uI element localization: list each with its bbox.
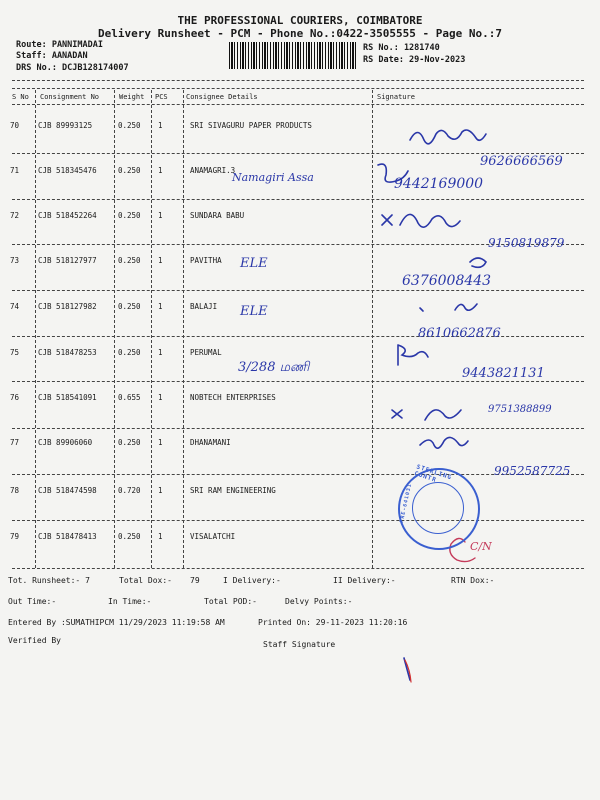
stamp-code: PRE-641031: [398, 482, 414, 524]
signature-stroke: [382, 214, 460, 227]
total-dox-count: 79: [190, 576, 200, 585]
rs-date: RS Date: 29-Nov-2023: [363, 55, 466, 65]
row-pcs: 1: [158, 302, 163, 311]
staff-label: Staff: AANADAN: [16, 51, 88, 61]
row-weight: 0.720: [118, 486, 141, 495]
row-pcs: 1: [158, 211, 163, 220]
handwriting-phone: 9442169000: [394, 176, 484, 192]
signature-stroke: [470, 258, 486, 267]
row-sno: 78: [10, 486, 20, 495]
row-weight: 0.250: [118, 256, 141, 265]
row-sno: 77: [10, 438, 20, 447]
row-weight: 0.250: [118, 211, 141, 220]
col-sno: S No: [12, 93, 29, 101]
row-sno: 71: [10, 166, 20, 175]
row-consignee: SRI RAM ENGINEERING: [190, 486, 276, 495]
row-pcs: 1: [158, 166, 163, 175]
col-consignment: Consignment No: [40, 93, 100, 101]
handwriting-phone: 9150819879: [488, 236, 565, 250]
col-weight: Weight: [119, 93, 145, 101]
handwriting-name: Namagiri Assa: [232, 171, 314, 184]
row-sno: 79: [10, 532, 20, 541]
row-consignee: SUNDARA BABU: [190, 211, 245, 220]
col-signature: Signature: [377, 93, 415, 101]
signature-stroke: [410, 130, 486, 144]
row-sno: 75: [10, 348, 20, 357]
row-weight: 0.250: [118, 121, 141, 130]
row-pcs: 1: [158, 393, 163, 402]
out-time: Out Time:-: [8, 597, 57, 606]
i-delivery: I Delivery:-: [223, 576, 281, 585]
row-consignee: VISALATCHI: [190, 532, 236, 541]
handwriting-note: C/N: [470, 540, 492, 553]
handwriting-phone: 9952587725: [494, 464, 571, 478]
row-consignment: CJB 518345476: [38, 166, 97, 175]
company-title: THE PROFESSIONAL COURIERS, COIMBATORE: [177, 14, 423, 27]
row-consignee: DHANAMANI: [190, 438, 231, 447]
row-consignee: NOBTECH ENTERPRISES: [190, 393, 276, 402]
signature-stroke: [398, 345, 428, 365]
row-consignee: PAVITHA: [190, 256, 222, 265]
row-sno: 72: [10, 211, 20, 220]
staff-signature: Staff Signature: [263, 640, 336, 649]
row-consignment: CJB 89993125: [38, 121, 93, 130]
col-consignee: Consignee Details: [186, 93, 258, 101]
row-consignment: CJB 518478413: [38, 532, 97, 541]
company-stamp: [398, 463, 480, 550]
printed-on: Printed On: 29-11-2023 11:20:16: [258, 618, 408, 627]
row-sno: 74: [10, 302, 20, 311]
row-consignee: SRI SIVAGURU PAPER PRODUCTS: [190, 121, 312, 130]
handwriting-phone: 8610662876: [418, 326, 501, 341]
handwriting-phone: 9751388899: [488, 404, 552, 415]
row-consignee: ANAMAGRI.3: [190, 166, 236, 175]
row-consignment: CJB 518127982: [38, 302, 97, 311]
verified-by: Verified By: [8, 636, 61, 645]
row-pcs: 1: [158, 348, 163, 357]
tot-runsheet: Tot. Runsheet:- 7: [8, 576, 90, 585]
runsheet-subtitle: Delivery Runsheet - PCM - Phone No.:0422-3505555 - Page No.:7: [98, 27, 502, 40]
row-sno: 76: [10, 393, 20, 402]
row-weight: 0.250: [118, 302, 141, 311]
route-label: Route: PANNIMADAI: [16, 40, 103, 50]
row-weight: 0.250: [118, 166, 141, 175]
rtn-dox: RTN Dox:-: [451, 576, 495, 585]
stamp-text: STERLING CONTR: [413, 463, 453, 484]
signature-stroke: [392, 410, 461, 420]
handwriting-phone: 6376008443: [402, 273, 492, 289]
handwriting-phone: 9443821131: [462, 366, 545, 381]
total-pod: Total POD:-: [204, 597, 257, 606]
row-sno: 70: [10, 121, 20, 130]
row-pcs: 1: [158, 256, 163, 265]
signature-stroke: [420, 437, 468, 448]
delvy-points: Delvy Points:-: [285, 597, 353, 606]
row-consignment: CJB 89906060: [38, 438, 93, 447]
handwriting-address: 3/288 மணி: [238, 360, 310, 375]
row-pcs: 1: [158, 121, 163, 130]
row-pcs: 1: [158, 532, 163, 541]
row-weight: 0.250: [118, 532, 141, 541]
row-consignee: BALAJI: [190, 302, 218, 311]
row-sno: 73: [10, 256, 20, 265]
total-dox-label: Total Dox:-: [119, 576, 172, 585]
entered-by: Entered By :SUMATHIPCM 11/29/2023 11:19:58 AM: [8, 618, 225, 627]
handwriting-phone: 9626666569: [480, 154, 563, 169]
signature-stroke: [420, 304, 477, 311]
ii-delivery: II Delivery:-: [333, 576, 396, 585]
drs-number: DRS No.: DCJB128174007: [16, 63, 129, 73]
row-weight: 0.250: [118, 438, 141, 447]
row-consignment: CJB 518478253: [38, 348, 97, 357]
row-consignee: PERUMAL: [190, 348, 222, 357]
row-consignment: CJB 518541091: [38, 393, 97, 402]
col-pcs: PCS: [155, 93, 168, 101]
row-pcs: 1: [158, 438, 163, 447]
row-weight: 0.655: [118, 393, 141, 402]
in-time: In Time:-: [108, 597, 152, 606]
handwriting-note: ELE: [240, 304, 268, 319]
row-consignment: CJB 518452264: [38, 211, 97, 220]
handwriting-note: ELE: [240, 256, 268, 271]
row-consignment: CJB 518127977: [38, 256, 97, 265]
row-weight: 0.250: [118, 348, 141, 357]
rs-number: RS No.: 1281740: [363, 43, 440, 53]
row-pcs: 1: [158, 486, 163, 495]
row-consignment: CJB 518474598: [38, 486, 97, 495]
